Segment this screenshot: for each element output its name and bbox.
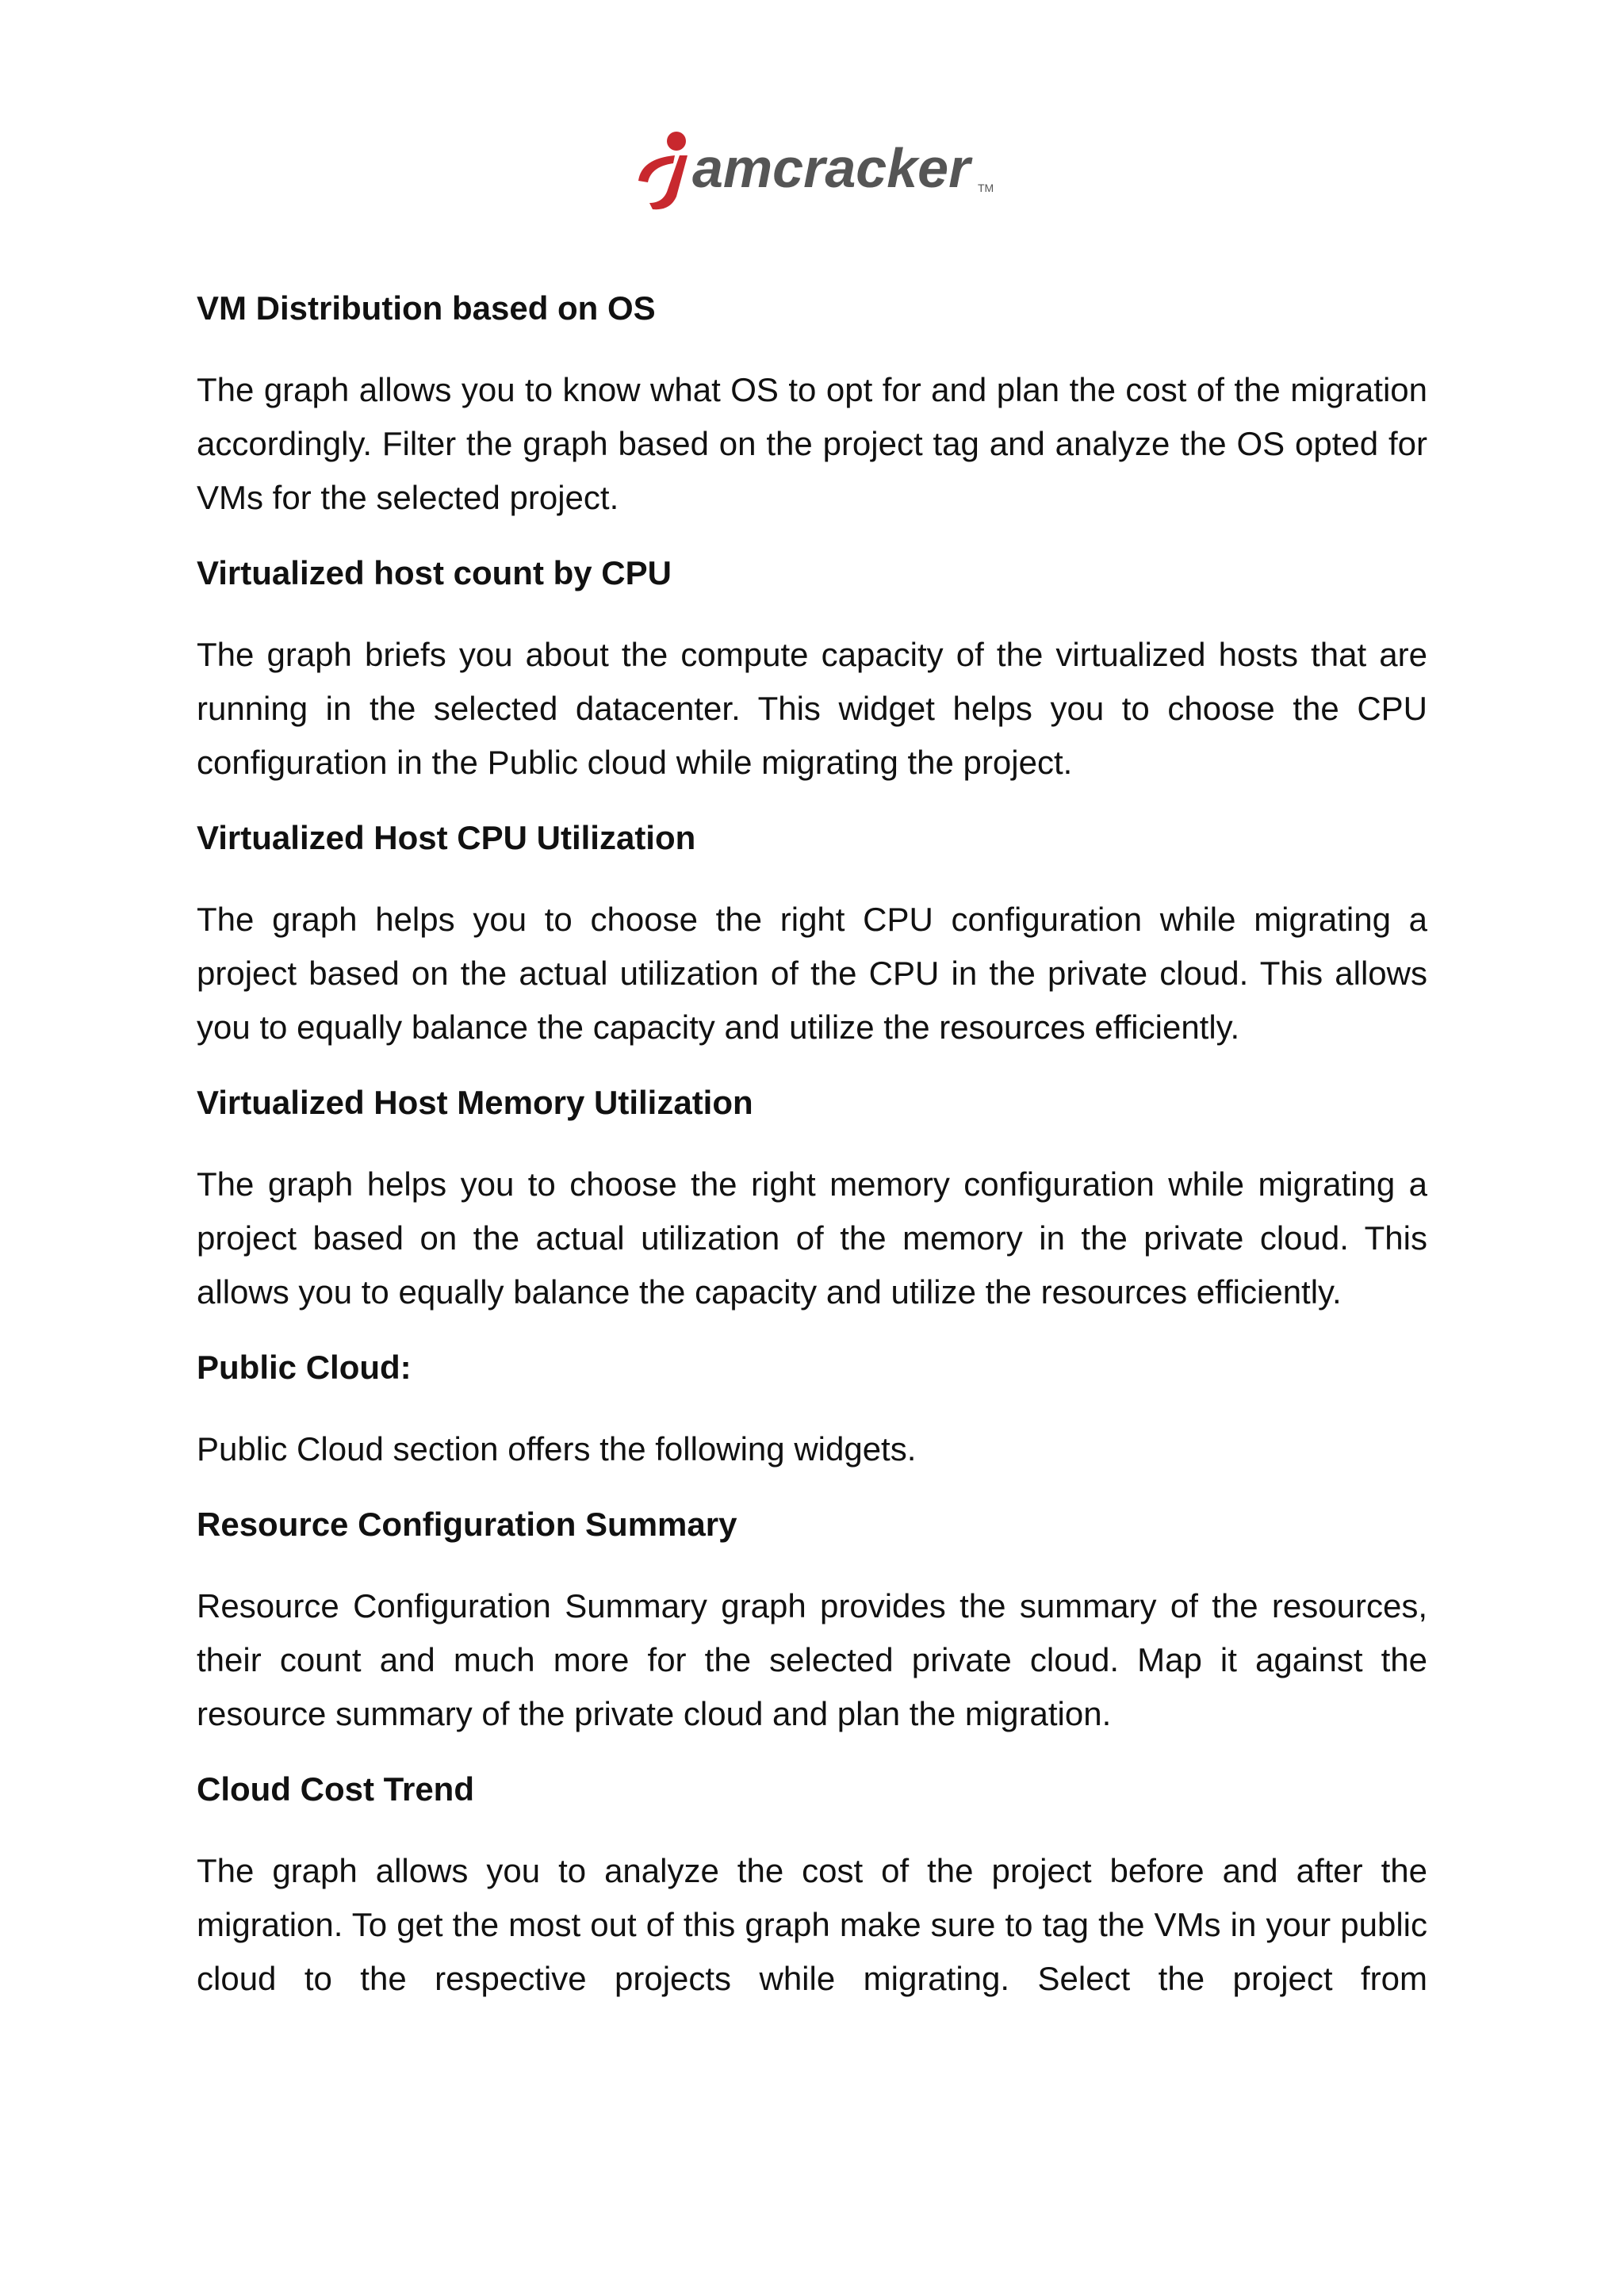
section-host-memory-utilization xyxy=(197,1080,1427,1319)
section-paragraph: The graph allows you to analyze the cost of the project before and after the migration. To get the most out of this graph make sure to tag the VMs in your public cloud to the respective projects while migrating. Select the project from xyxy=(197,1852,1427,1997)
section-host-cpu-utilization xyxy=(197,815,1427,1054)
section-paragraph: Public Cloud section offers the following widgets. xyxy=(197,1430,917,1468)
section-paragraph: The graph helps you to choose the right CPU configuration while migrating a project based on the actual utilization of the CPU in the private cloud. This allows you to equally balance the capacity and utilize the resources efficiently. xyxy=(197,901,1427,1046)
jamcracker-logo-graphic xyxy=(630,127,995,214)
section-vm-distribution xyxy=(197,285,1427,525)
section-heading: Virtualized Host Memory Utilization xyxy=(197,1084,753,1121)
section-cloud-cost-trend xyxy=(197,1766,1427,2006)
logo-wordmark: amcracker xyxy=(692,137,971,199)
section-public-cloud xyxy=(197,1345,1427,1476)
logo-trademark: TM xyxy=(978,182,994,194)
section-heading: Virtualized host count by CPU xyxy=(197,554,672,591)
section-heading: VM Distribution based on OS xyxy=(197,289,656,327)
section-paragraph: The graph allows you to know what OS to opt for and plan the cost of the migration accordingly. Filter the graph based on the project tag and analyze the OS opted for VMs for the selected project. xyxy=(197,371,1427,516)
section-heading: Virtualized Host CPU Utilization xyxy=(197,819,696,856)
section-heading: Cloud Cost Trend xyxy=(197,1770,474,1808)
section-paragraph: Resource Configuration Summary graph provides the summary of the resources, their count and much more for the selected private cloud. Map it against the resource summary of the private cloud and plan the migration. xyxy=(197,1587,1427,1732)
jamcracker-logo xyxy=(630,127,995,214)
section-host-count-cpu xyxy=(197,550,1427,790)
section-paragraph: The graph helps you to choose the right memory configuration while migrating a project based on the actual utilization of the memory in the private cloud. This allows you to equally balance the capacity and utilize the resources efficiently. xyxy=(197,1165,1427,1311)
section-paragraph: The graph briefs you about the compute capacity of the virtualized hosts that are running in the selected datacenter. This widget helps you to choose the CPU configuration in the Public cloud while migrating the project. xyxy=(197,636,1427,781)
section-resource-configuration-summary xyxy=(197,1502,1427,1741)
section-heading: Public Cloud: xyxy=(197,1349,412,1386)
section-heading: Resource Configuration Summary xyxy=(197,1506,737,1543)
document-body xyxy=(197,285,1427,2031)
